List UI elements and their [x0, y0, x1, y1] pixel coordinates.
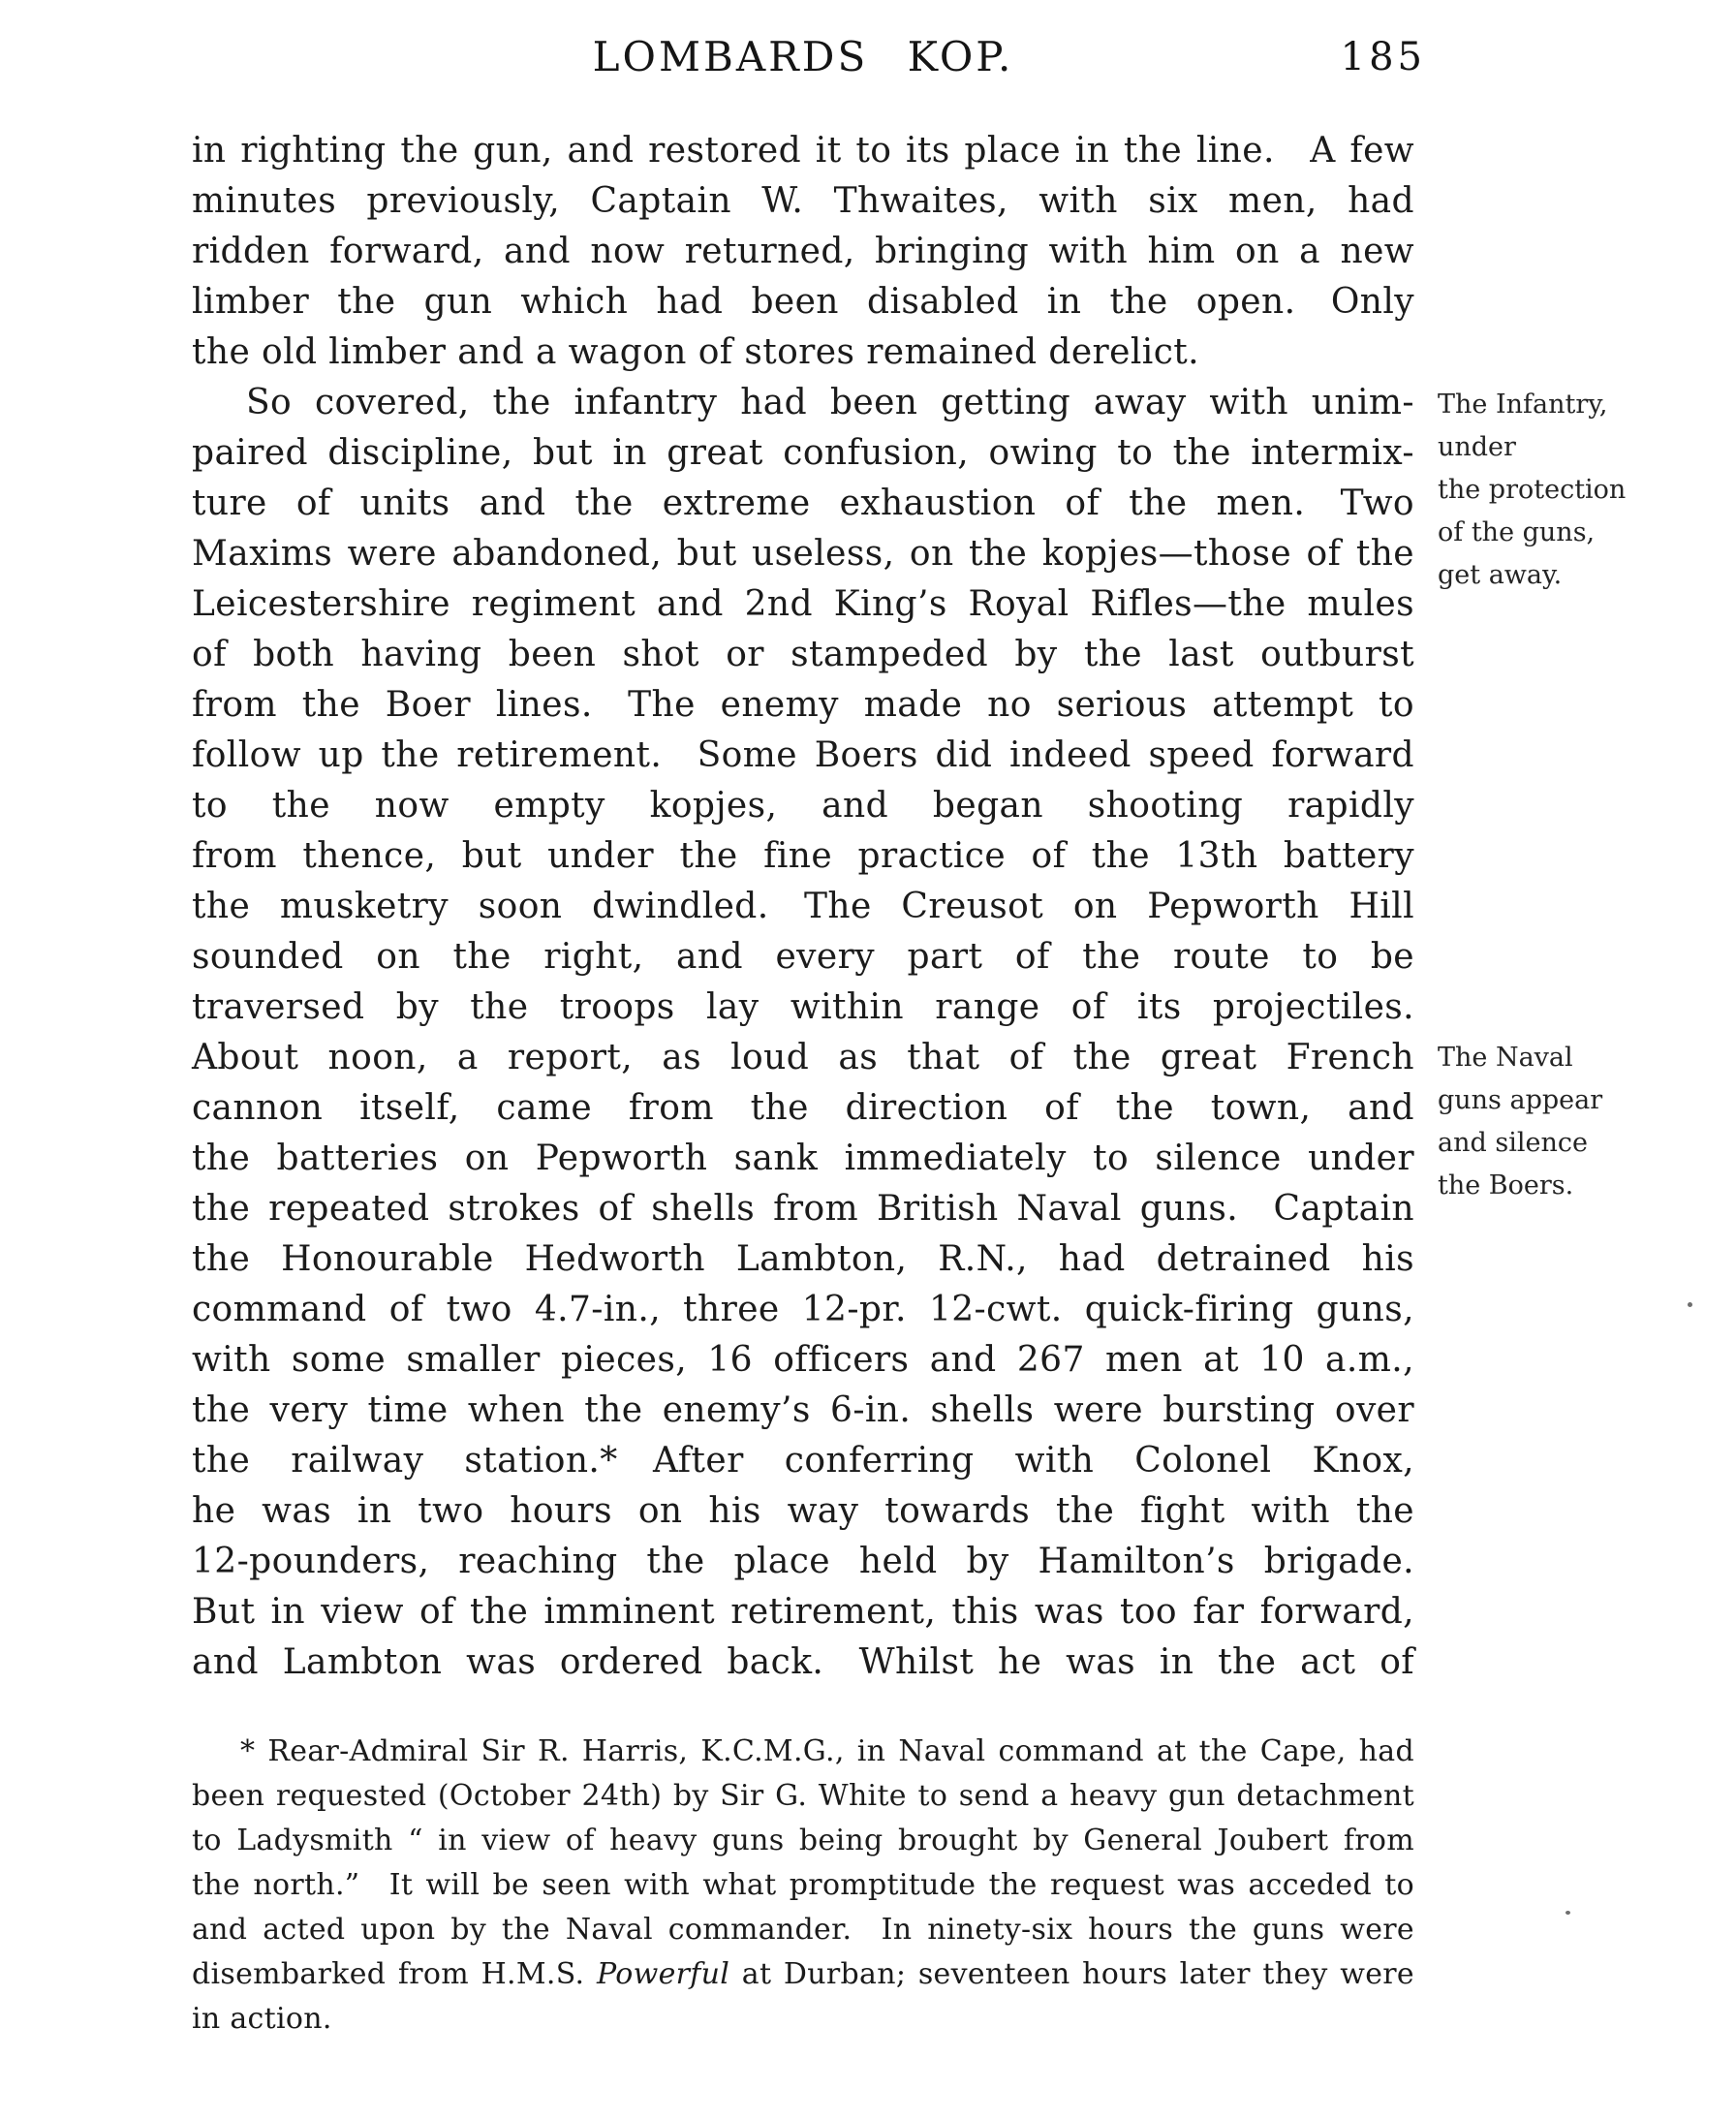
margin-note-infantry: [1438, 384, 1670, 597]
paragraph: [192, 126, 1414, 378]
text-segment: at Durban; seventeen hours later they were: [729, 1957, 1414, 1991]
text-line: follow up the retirement. Some Boers did indeed speed forward: [192, 735, 1414, 775]
text-line: with some smaller pieces, 16 officers and 267 men at 10 a.m.,: [192, 1340, 1414, 1380]
text-line: ture of units and the extreme exhaustion of the men. Two: [192, 483, 1414, 523]
text-line: minutes previously, Captain W. Thwaites, with six men, had: [192, 181, 1414, 221]
footnote: [192, 1730, 1414, 2042]
running-header: [192, 33, 1426, 81]
text-line: 12-pounders, reaching the place held by Hamilton’s brigade.: [192, 1542, 1414, 1581]
scan-speck: [1566, 1911, 1570, 1915]
footnote-line: been requested (October 24th) by Sir G. White to send a heavy gun detachment: [192, 1779, 1414, 1813]
text-line: paired discipline, but in great confusion, owing to the intermix-: [192, 433, 1414, 473]
footnote-line: the north.” It will be seen with what promptitude the request was acceded to: [192, 1868, 1414, 1902]
footnote-line: * Rear-Admiral Sir R. Harris, K.C.M.G., in Naval command at the Cape, had: [240, 1734, 1414, 1768]
text-line: cannon itself, came from the direction of the town, and: [192, 1088, 1414, 1128]
text-line: he was in two hours on his way towards the fight with the: [192, 1491, 1414, 1531]
main-text-column: [192, 126, 1414, 1688]
text-line: limber the gun which had been disabled in the open. Only: [192, 282, 1414, 322]
page-number: 185: [1340, 35, 1426, 79]
margin-note-line: guns appear: [1438, 1085, 1603, 1115]
text-line: Leicestershire regiment and 2nd King’s Royal Rifles—the mules: [192, 584, 1414, 624]
footnote-line: to Ladysmith “ in view of heavy guns being brought by General Joubert from: [192, 1824, 1414, 1857]
text-line: in righting the gun, and restored it to its place in the line. A few: [192, 131, 1414, 171]
text-line: traversed by the troops lay within range of its projectiles.: [192, 987, 1414, 1027]
text-line: About noon, a report, as loud as that of the great French: [192, 1038, 1414, 1077]
margin-note-line: the Boers.: [1438, 1170, 1574, 1201]
margin-note-line: and silence: [1438, 1128, 1588, 1158]
text-line: of both having been shot or stampeded by the last outburst: [192, 635, 1414, 674]
footnote-line: and acted upon by the Naval commander. In ninety-six hours the guns were: [192, 1913, 1414, 1947]
footnote-line: in action.: [192, 2002, 332, 2036]
text-line: from the Boer lines. The enemy made no serious attempt to: [192, 685, 1414, 725]
margin-note-line: under: [1438, 432, 1516, 462]
text-line: ridden forward, and now returned, bringing with him on a new: [192, 232, 1414, 271]
text-line: But in view of the imminent retirement, this was too far forward,: [192, 1592, 1414, 1632]
footnote-line: [192, 1952, 1414, 1997]
text-line: Maxims were abandoned, but useless, on the kopjes—those of the: [192, 534, 1414, 574]
text-line: the repeated strokes of shells from British Naval guns. Captain: [192, 1189, 1414, 1229]
text-line: from thence, but under the fine practice of the 13th battery: [192, 836, 1414, 876]
page-header-title: LOMBARDS KOP.: [592, 33, 1014, 80]
paragraph: [192, 378, 1414, 1688]
text-line: the railway station.* After conferring with Colonel Knox,: [192, 1441, 1414, 1481]
margin-note-line: The Naval: [1438, 1043, 1573, 1073]
text-line: to the now empty kopjes, and began shooting rapidly: [192, 786, 1414, 826]
margin-note-naval: [1438, 1037, 1670, 1207]
scan-speck: [1688, 1302, 1692, 1307]
margin-note-line: the protection: [1438, 475, 1627, 505]
text-line: the very time when the enemy’s 6-in. shells were bursting over: [192, 1390, 1414, 1430]
text-line: command of two 4.7-in., three 12-pr. 12-cwt. quick-firing guns,: [192, 1290, 1414, 1329]
text-line: and Lambton was ordered back. Whilst he was in the act of: [192, 1642, 1414, 1682]
text-line: the batteries on Pepworth sank immediately to silence under: [192, 1138, 1414, 1178]
text-line: the musketry soon dwindled. The Creusot on Pepworth Hill: [192, 887, 1414, 926]
text-line: sounded on the right, and every part of the route to be: [192, 937, 1414, 977]
margin-note-line: get away.: [1438, 560, 1563, 590]
margin-note-line: The Infantry,: [1438, 390, 1608, 420]
margin-note-line: of the guns,: [1438, 517, 1596, 547]
text-line: the old limber and a wagon of stores remained derelict.: [192, 332, 1199, 372]
text-line: the Honourable Hedworth Lambton, R.N., had detrained his: [192, 1239, 1414, 1279]
text-segment: disembarked from H.M.S.: [192, 1957, 597, 1991]
ship-name-italic: Powerful: [596, 1957, 730, 1991]
text-line: So covered, the infantry had been getting away with unim-: [246, 383, 1414, 422]
